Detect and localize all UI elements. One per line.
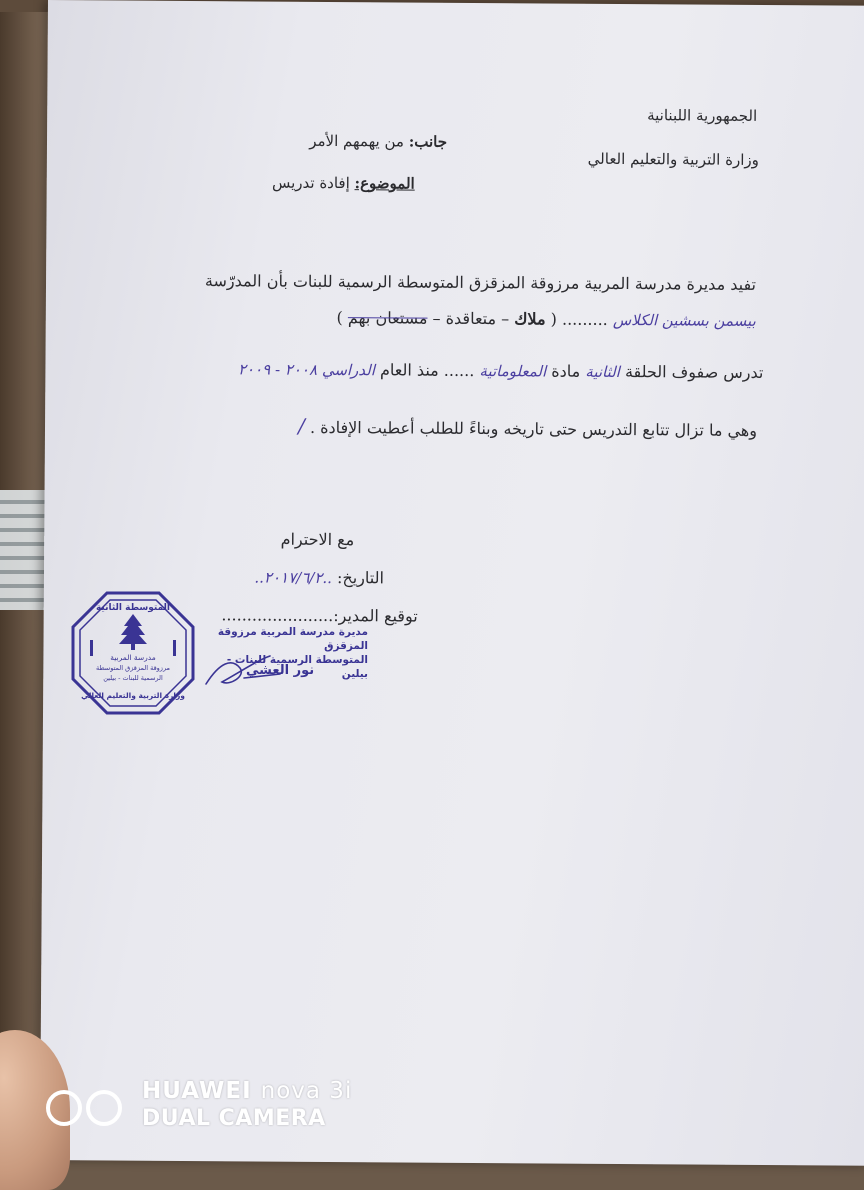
status-separator: – (432, 308, 441, 328)
seal-bottom-text: وزارة التربية والتعليم العالي (81, 691, 185, 700)
date-line (254, 567, 384, 587)
date-label: التاريخ: (336, 568, 385, 588)
cycle-prefix: تدرس صفوف الحلقة (624, 362, 764, 383)
subject-word: مادة (551, 361, 581, 381)
handwritten-signature (200, 652, 290, 692)
to-value: من يهمهم الأمر (309, 131, 405, 151)
hand-mark: / (298, 413, 306, 438)
director-stamp-line-2: المتوسطة الرسمية للبنات - بيلين (226, 654, 368, 680)
status-tenured: ملاك (514, 309, 546, 329)
body-line-2 (337, 308, 756, 330)
seal-top-text: المتوسطة الثانية (95, 603, 171, 613)
to-line (309, 132, 447, 151)
to-label: جانب: (408, 132, 448, 151)
republic-heading: الجمهورية اللبنانية (647, 106, 758, 125)
body-line-4 (298, 414, 757, 441)
seal-mid-text-3: الرسمية للبنات - بيلين (103, 674, 163, 682)
date-handwritten: ..٢٠١٧/٦/٢.. (254, 568, 333, 587)
subject-value: إفادة تدريس (271, 173, 350, 193)
subject-line (272, 174, 415, 193)
paren-open: ( (550, 309, 558, 329)
body-line-1: تفيد مديرة مدرسة المربية مرزوقة المزقزق المتوسطة الرسمية للبنات بأن المدرّسة (204, 271, 757, 294)
year-handwritten: الدراسي ٢٠٠٨ - ٢٠٠٩ (237, 360, 376, 380)
director-stamp-line-1: مديرة مدرسة المربية مرزوقة المزقزق (217, 626, 368, 652)
watermark-brand: HUAWEI (142, 1078, 252, 1104)
teacher-name-handwritten: بيسمن بسشين الكلاس (612, 310, 756, 330)
watermark-camera: DUAL CAMERA (142, 1106, 326, 1131)
seal-mid-text-1: مدرسة المربية (110, 653, 156, 662)
dots: ......... (561, 309, 608, 329)
signature-line: توقيع المدير:...................... (221, 605, 418, 626)
body-line-4-text: وهي ما تزال تتابع التدريس حتى تاريخه وبناءً للطلب أعطيت الإفادة . (309, 417, 758, 440)
subject-label: الموضوع: (354, 174, 415, 193)
regards: مع الاحترام (280, 529, 355, 550)
status-contract: متعاقدة (445, 308, 497, 329)
seal-mid-text-2: مرزوقة المزقزق المتوسطة (95, 664, 171, 672)
camera-watermark (40, 1076, 380, 1140)
status-separator: – (501, 309, 510, 329)
window-reflection (0, 490, 46, 610)
school-seal (70, 590, 196, 716)
document-page (40, 0, 864, 1166)
since-text: ...... منذ العام (379, 360, 475, 380)
subject-handwritten: المعلوماتية (479, 362, 547, 381)
ministry-heading: وزارة التربية والتعليم العالي (587, 149, 759, 169)
status-assisted: مستعان بهم (347, 308, 428, 328)
director-name: نور العشي (246, 663, 315, 678)
cycle-handwritten: الثانية (585, 362, 620, 382)
body-line-3 (238, 359, 764, 382)
watermark-model: nova 3i (260, 1078, 353, 1104)
watermark-brand-line (142, 1078, 352, 1104)
cedar-icon (119, 614, 147, 650)
dual-lens-icon (40, 1084, 136, 1132)
paren-close: ) (336, 308, 343, 328)
